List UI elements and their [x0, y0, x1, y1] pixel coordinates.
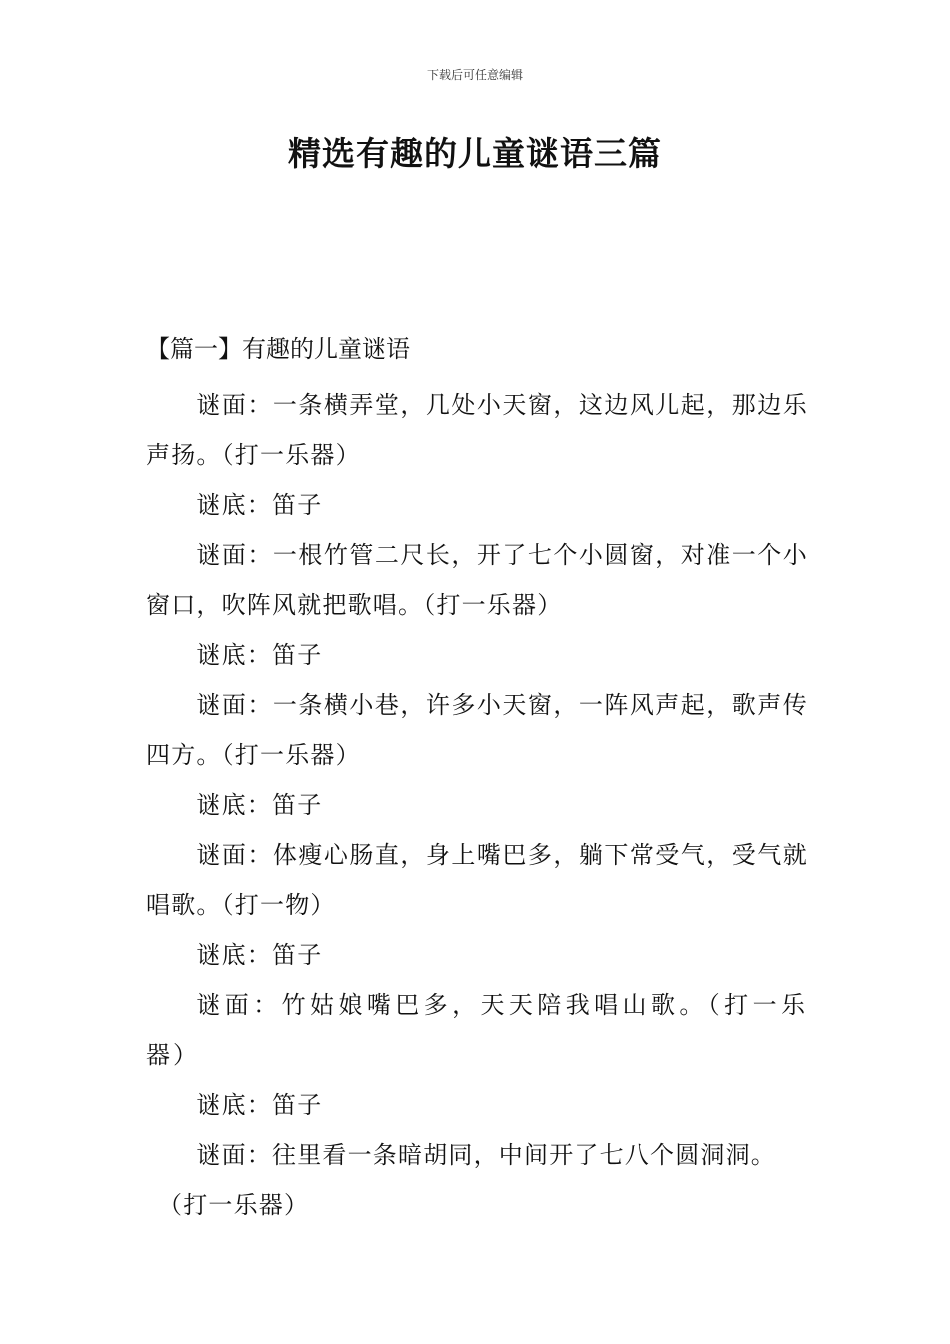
riddle-answer: 谜底：笛子 [196, 941, 323, 969]
header-note: 下载后可任意编辑 [426, 68, 523, 82]
document-title: 精选有趣的儿童谜语三篇 [288, 134, 662, 173]
riddle-answer: 谜底：笛子 [196, 491, 323, 519]
riddle-face: 谜面：一条横小巷，许多小天窗，一阵风声起，歌声传四方。（打一乐器） [146, 691, 808, 769]
riddle-face: 谜面：竹姑娘嘴巴多，天天陪我唱山歌。（打一乐器） [146, 991, 808, 1069]
riddle-answer: 谜底：笛子 [196, 641, 323, 669]
riddle-face-continued: （打一乐器） [158, 1191, 310, 1219]
riddle-answer: 谜底：笛子 [196, 791, 323, 819]
section-heading: 【篇一】有趣的儿童谜语 [146, 335, 410, 363]
riddle-face: 谜面：一条横弄堂，几处小天窗，这边风儿起，那边乐声扬。（打一乐器） [146, 391, 808, 469]
riddle-face: 谜面：体瘦心肠直，身上嘴巴多，躺下常受气，受气就唱歌。（打一物） [146, 841, 808, 919]
riddle-answer: 谜底：笛子 [196, 1091, 323, 1119]
riddle-face: 谜面：一根竹管二尺长，开了七个小圆窗，对准一个小窗口，吹阵风就把歌唱。（打一乐器） [146, 541, 808, 619]
riddle-face: 谜面：往里看一条暗胡同，中间开了七八个圆洞洞。 [196, 1141, 776, 1169]
riddle-list [146, 380, 808, 1230]
